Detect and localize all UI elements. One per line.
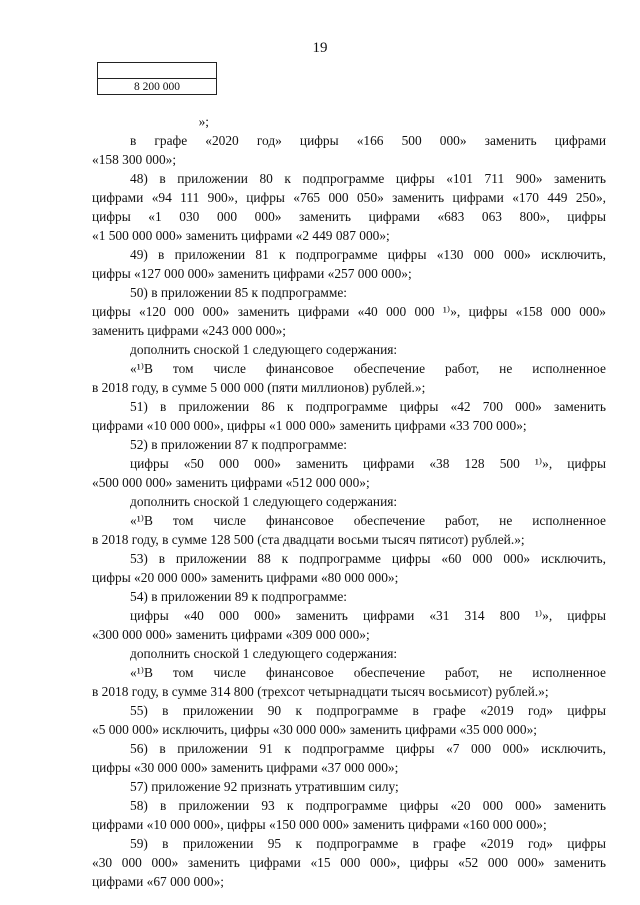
amendment-lines — [92, 131, 606, 891]
text-line-l30: в 2018 году, в сумме 314 800 (трехсот четырнадцати тысяч восьмисот) рублей.»; — [92, 684, 549, 699]
text-line-l02: «158 300 000»; — [92, 152, 177, 167]
text-line-l37: цифрами «10 000 000», цифры «150 000 000» заменить цифрами «160 000 000»; — [92, 817, 547, 832]
text-line-l11: заменить цифрами «243 000 000»; — [92, 323, 286, 338]
text-line-l31: 55) в приложении 90 к подпрограмме в графе «2019 год» цифры — [130, 703, 606, 718]
text-line-l01: в графе «2020 год» цифры «166 500 000» заменить цифрами — [130, 133, 606, 148]
text-line-l10: цифры «120 000 000» заменить цифрами «40 000 000 ¹⁾», цифры «158 000 000» — [92, 304, 606, 319]
text-line-l32: «5 000 000» исключить, цифры «30 000 000» заменить цифрами «35 000 000»; — [92, 722, 537, 737]
text-line-l28: дополнить сноской 1 следующего содержания: — [130, 646, 398, 661]
text-line-l21: «¹⁾В том числе финансовое обеспечение работ, не исполненное — [130, 513, 606, 528]
text-line-l25: 54) в приложении 89 к подпрограмме: — [130, 589, 347, 604]
text-line-l34: цифры «30 000 000» заменить цифрами «37 000 000»; — [92, 760, 399, 775]
text-line-l17: 52) в приложении 87 к подпрограмме: — [130, 437, 347, 452]
text-line-l15: 51) в приложении 86 к подпрограмме цифры «42 700 000» заменить — [130, 399, 606, 414]
text-line-l19: «500 000 000» заменить цифрами «512 000 000»; — [92, 475, 370, 490]
table-cell-empty — [98, 63, 217, 79]
page-number: 19 — [312, 40, 328, 56]
text-line-l09: 50) в приложении 85 к подпрограмме: — [130, 285, 347, 300]
text-line-l24: цифры «20 000 000» заменить цифрами «80 000 000»; — [92, 570, 399, 585]
closing-quote: »; — [198, 114, 209, 129]
text-line-l03: 48) в приложении 80 к подпрограмме цифры «101 711 900» заменить — [130, 171, 606, 186]
document-body — [92, 112, 606, 891]
text-line-l13: «¹⁾В том числе финансовое обеспечение работ, не исполненное — [130, 361, 606, 376]
text-line-l04: цифрами «94 111 900», цифры «765 000 050» заменить цифрами «170 449 250», — [92, 190, 606, 205]
text-line-l23: 53) в приложении 88 к подпрограмме цифры «60 000 000» исключить, — [130, 551, 606, 566]
text-line-l40: цифрами «67 000 000»; — [92, 874, 225, 889]
text-line-l27: «300 000 000» заменить цифрами «309 000 000»; — [92, 627, 370, 642]
table-cell-value: 8 200 000 — [98, 79, 217, 95]
text-line-l22: в 2018 году, в сумме 128 500 (ста двадцати восьми тысяч пятисот) рублей.»; — [92, 532, 525, 547]
text-line-l35: 57) приложение 92 признать утратившим силу; — [130, 779, 399, 794]
text-line-l20: дополнить сноской 1 следующего содержания: — [130, 494, 398, 509]
text-line-l14: в 2018 году, в сумме 5 000 000 (пяти миллионов) рублей.»; — [92, 380, 426, 395]
text-line-l33: 56) в приложении 91 к подпрограмме цифры «7 000 000» исключить, — [130, 741, 606, 756]
text-line-l08: цифры «127 000 000» заменить цифрами «257 000 000»; — [92, 266, 412, 281]
text-line-l06: «1 500 000 000» заменить цифрами «2 449 087 000»; — [92, 228, 390, 243]
text-line-l05: цифры «1 030 000 000» заменить цифрами «683 063 800», цифры — [92, 209, 606, 224]
text-line-l38: 59) в приложении 95 к подпрограмме в графе «2019 год» цифры — [130, 836, 606, 851]
text-line-l39: «30 000 000» заменить цифрами «15 000 000», цифры «52 000 000» заменить — [92, 855, 606, 870]
text-line-l18: цифры «50 000 000» заменить цифрами «38 128 500 ¹⁾», цифры — [130, 456, 606, 471]
table-fragment — [97, 62, 217, 95]
text-line-l29: «¹⁾В том числе финансовое обеспечение работ, не исполненное — [130, 665, 606, 680]
text-line-l12: дополнить сноской 1 следующего содержания: — [130, 342, 398, 357]
text-line-l26: цифры «40 000 000» заменить цифрами «31 314 800 ¹⁾», цифры — [130, 608, 606, 623]
text-line-l36: 58) в приложении 93 к подпрограмме цифры «20 000 000» заменить — [130, 798, 606, 813]
text-line-l16: цифрами «10 000 000», цифры «1 000 000» заменить цифрами «33 700 000»; — [92, 418, 527, 433]
text-line-l07: 49) в приложении 81 к подпрограмме цифры «130 000 000» исключить, — [130, 247, 606, 262]
